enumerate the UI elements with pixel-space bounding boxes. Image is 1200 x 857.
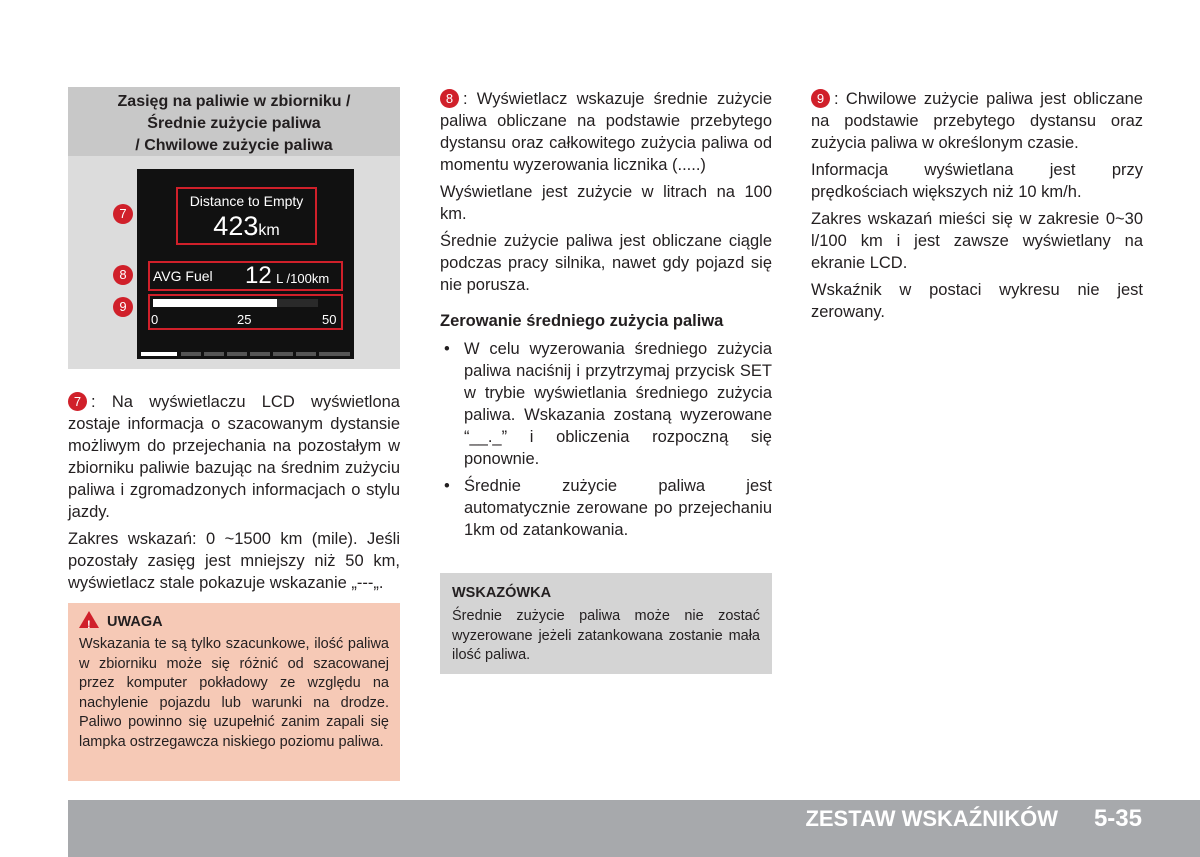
column-1 xyxy=(68,391,400,599)
paragraph-avg-fuel xyxy=(440,88,772,176)
dte-value: 423 xyxy=(213,211,259,241)
cluster-figure xyxy=(68,87,400,369)
callout-marker-7: 7 xyxy=(113,204,133,224)
paragraph-range: Zakres wskazań: 0 ~1500 km (mile). Jeśli pozostały zasięg jest mniejszy niż 50 km, wyświetlacz stale pokazuje wskazanie „---„. xyxy=(68,530,400,592)
figure-title-line: / Chwilowe zużycie paliwa xyxy=(135,137,333,154)
avg-fuel-readout xyxy=(245,262,329,290)
paragraph-graph: Wskaźnik w postaci wykresu nie jest zerowany. xyxy=(811,281,1143,321)
avg-fuel-unit: L /100km xyxy=(276,271,330,286)
page-dash xyxy=(296,352,316,356)
paragraph-dte-text: : Na wyświetlaczu LCD wyświetlona zostaje informacja o szacowanym dystansie możliwym do przejechania na pozostałym w zbiorniku paliwie bazując na średnim zużyciu paliwa i zgromadzonych informacjach o stylu jazdy. xyxy=(68,393,400,521)
warning-icon: ! xyxy=(79,611,99,628)
warning-body: Wskazania te są tylko szacunkowe, ilość paliwa w zbiorniku może się różnić od szacowanej przez komputer pokładowy ze względu na nachylenie pojazdu lub warunki na drodze. Paliwo powinno się uzupełnić zanim zapali się lampka ostrzegawcza niskiego poziomu paliwa. xyxy=(79,636,389,750)
note-box xyxy=(440,573,772,674)
scale-label-mid: 25 xyxy=(237,312,252,327)
avg-fuel-label: AVG Fuel xyxy=(153,268,213,284)
note-title: WSKAZÓWKA xyxy=(452,585,552,601)
paragraph-units: Wyświetlane jest zużycie w litrach na 100 km. xyxy=(440,183,772,223)
marker-9-badge: 9 xyxy=(811,89,830,108)
avg-fuel-value: 12 xyxy=(245,262,272,289)
page-footer xyxy=(68,800,1200,857)
callout-marker-8: 8 xyxy=(113,265,133,285)
dte-unit: km xyxy=(258,222,280,239)
bullet-reset-procedure: • W celu wyzerowania średniego zużycia paliwa naciśnij i przytrzymaj przycisk SET w trybie wyświetlania średniego zużycia paliwa. Wskazania zostaną wyzerowane “__._” i obliczenia rozpoczną się ponownie. xyxy=(440,338,772,470)
scale-label-max: 50 xyxy=(322,312,337,327)
subheading-reset: Zerowanie średniego zużycia paliwa xyxy=(440,312,724,330)
instant-fuel-bar-fill xyxy=(153,299,277,307)
figure-title xyxy=(68,87,400,156)
figure-title-line: Zasięg na paliwie w zbiorniku / xyxy=(117,93,351,110)
paragraph-calculation: Średnie zużycie paliwa jest obliczane ciągle podczas pracy silnika, nawet gdy pojazd się nie porusza. xyxy=(440,232,772,294)
page-dash xyxy=(250,352,270,356)
marker-8-badge: 8 xyxy=(440,89,459,108)
callout-marker-9: 9 xyxy=(113,297,133,317)
instant-fuel-bar xyxy=(153,299,318,307)
page-number: 5-35 xyxy=(1093,805,1142,832)
column-2 xyxy=(440,88,772,546)
bullet-auto-reset: • Średnie zużycie paliwa jest automatycznie zerowane po przejechaniu 1km od zatankowania. xyxy=(440,475,772,541)
marker-7-badge: 7 xyxy=(68,392,87,411)
page-dash xyxy=(227,352,247,356)
page-dash-active xyxy=(141,352,177,356)
page-dash xyxy=(181,352,201,356)
dte-readout xyxy=(181,211,312,242)
paragraph-instant-fuel xyxy=(811,88,1143,154)
paragraph-dte xyxy=(68,391,400,523)
note-body: Średnie zużycie paliwa może nie zostać wyzerowane jeżeli zatankowana zostanie mała ilość paliwa. xyxy=(452,608,760,663)
paragraph-speed: Informacja wyświetlana jest przy prędkościach większych niż 10 km/h. xyxy=(811,161,1143,201)
page-dash xyxy=(319,352,350,356)
page-dash xyxy=(273,352,293,356)
figure-title-line: Średnie zużycie paliwa xyxy=(147,115,321,132)
lcd-display xyxy=(137,169,354,359)
lcd-page-indicator xyxy=(141,352,350,356)
paragraph-instant-fuel-text: : Chwilowe zużycie paliwa jest obliczane na podstawie przebytego dystansu oraz zużycia paliwa w określonym czasie. xyxy=(811,90,1143,152)
paragraph-range-lcd: Zakres wskazań mieści się w zakresie 0~30 l/100 km i jest zawsze wyświetlany na ekranie LCD. xyxy=(811,210,1143,272)
scale-label-min: 0 xyxy=(151,312,159,327)
warning-header xyxy=(79,611,389,633)
column-3 xyxy=(811,88,1143,328)
page-dash xyxy=(204,352,224,356)
warning-box xyxy=(68,603,400,781)
dte-label: Distance to Empty xyxy=(189,193,304,209)
warning-title: UWAGA xyxy=(107,614,163,630)
paragraph-avg-fuel-text: : Wyświetlacz wskazuje średnie zużycie paliwa obliczane na podstawie przebytego dystansu oraz całkowitego zużycia paliwa od momentu wyzerowania licznika (.....) xyxy=(440,90,772,174)
section-title: ZESTAW WSKAŹNIKÓW xyxy=(805,806,1058,831)
